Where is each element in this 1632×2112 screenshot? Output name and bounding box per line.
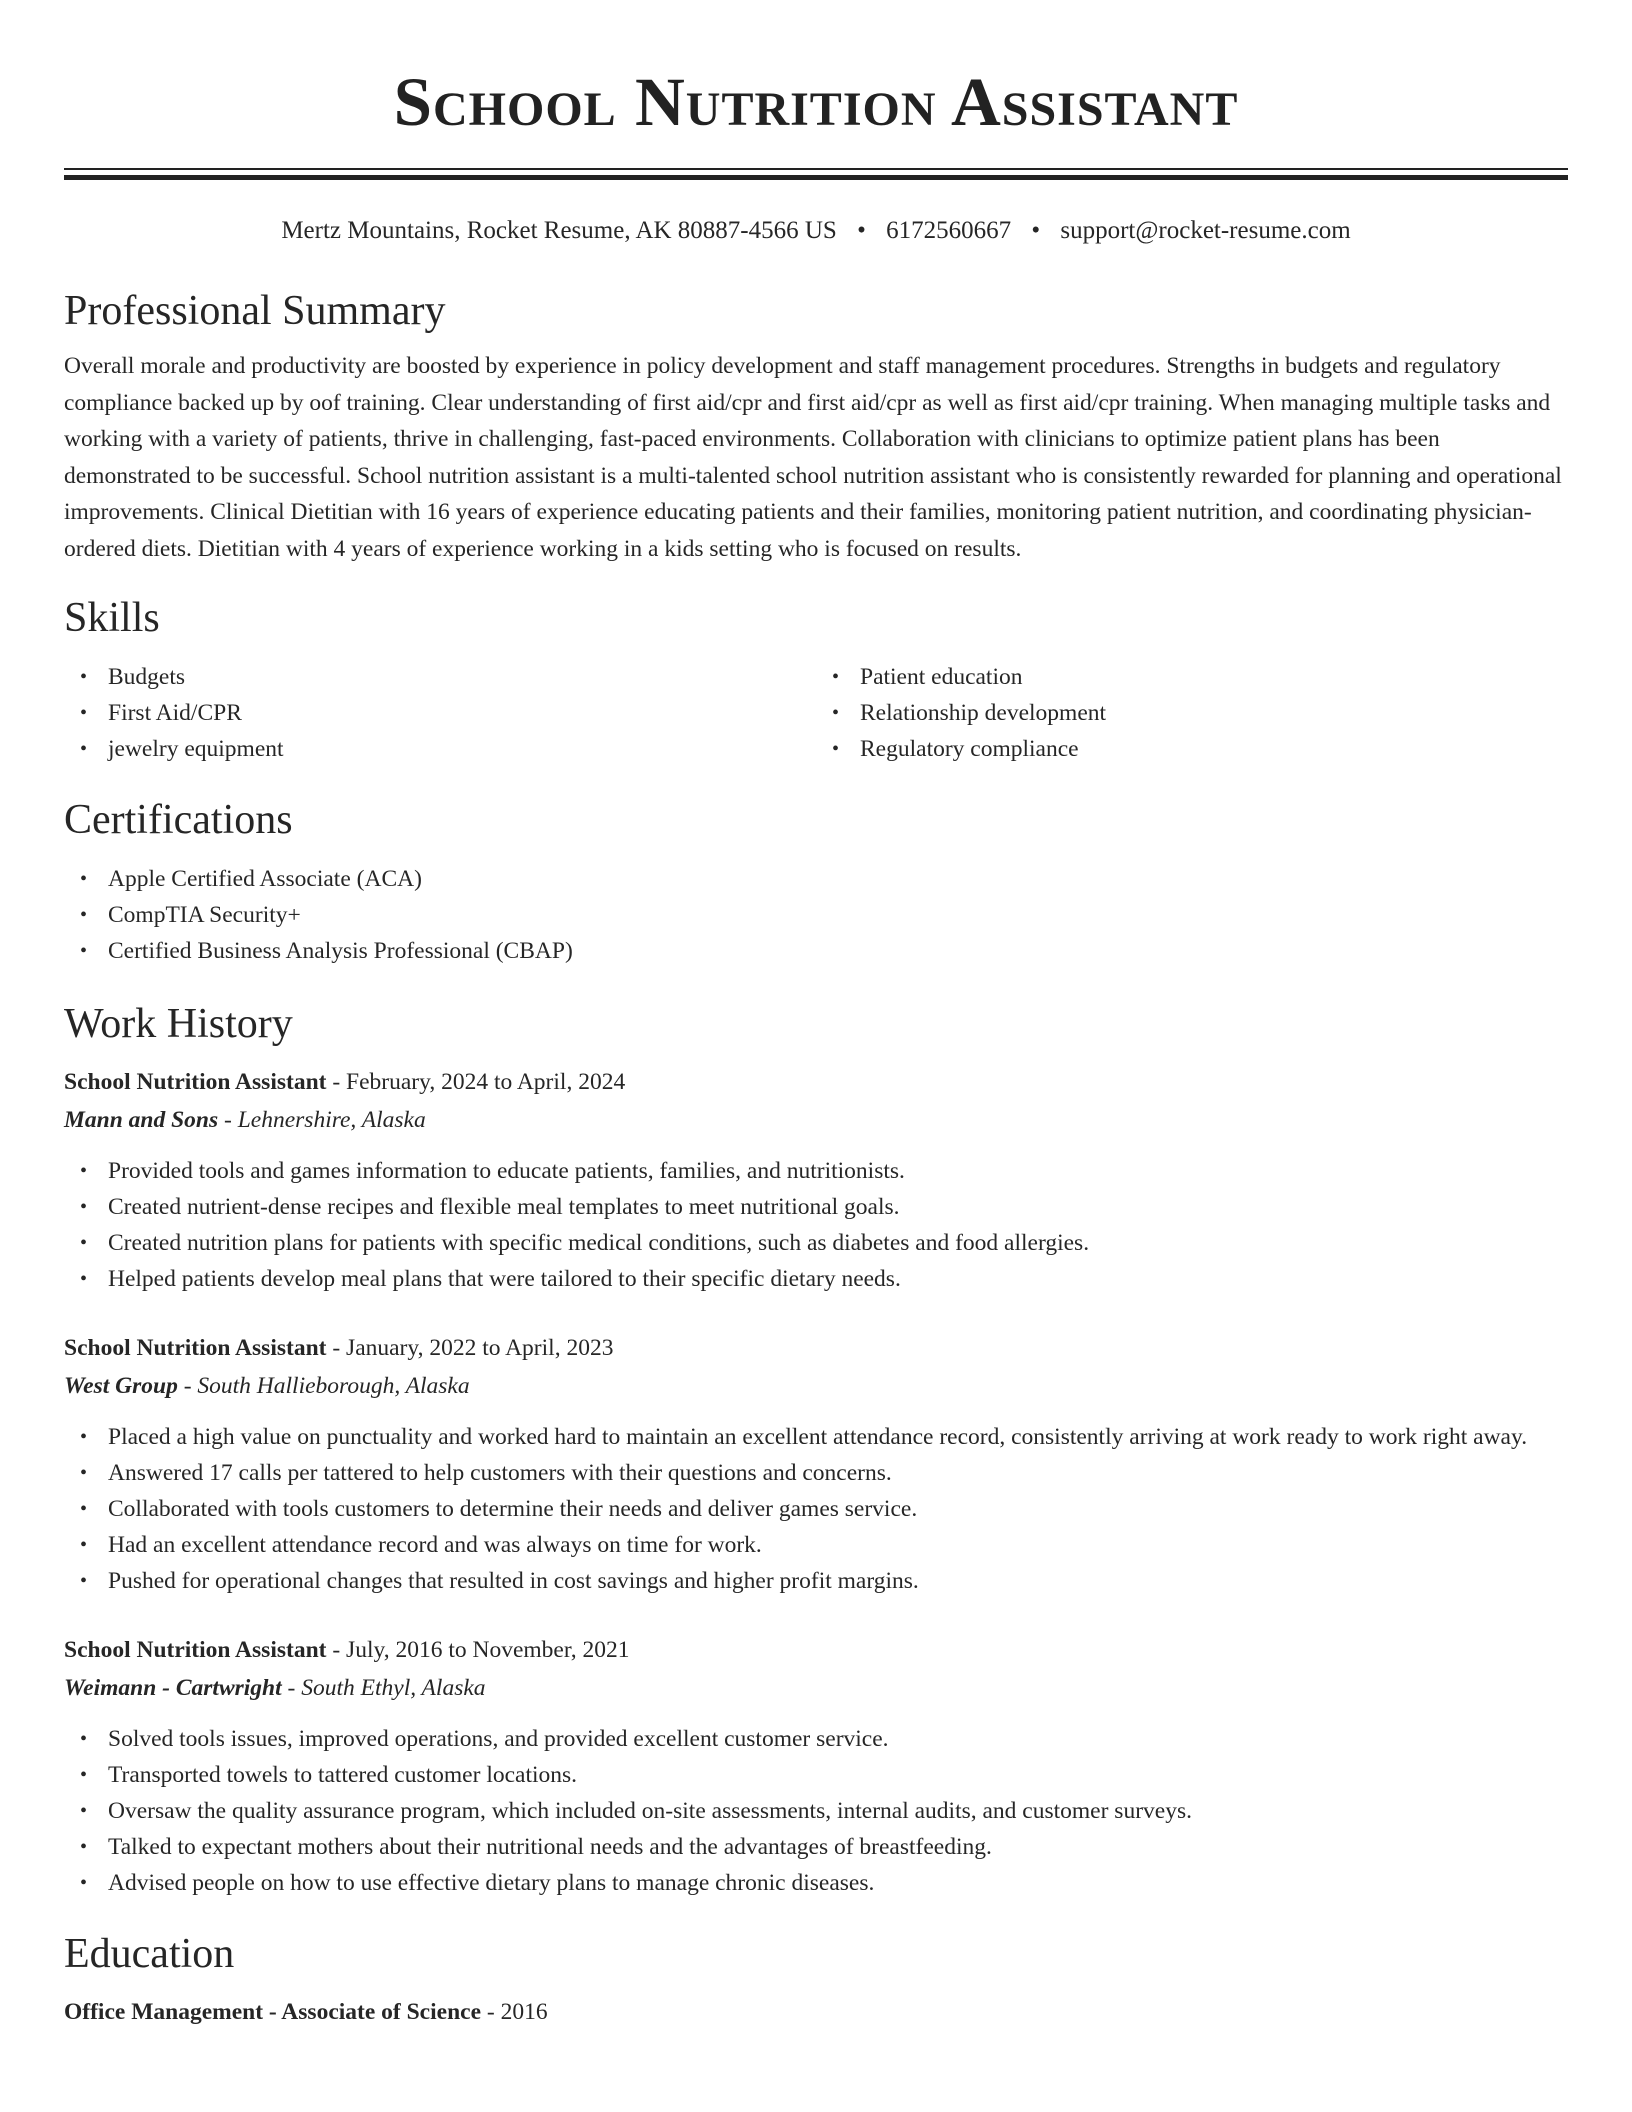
- job-title: School Nutrition Assistant: [64, 1069, 327, 1095]
- job-bullet: • Created nutrition plans for patients with specific medical conditions, such as diabetes and food allergies.: [80, 1230, 1090, 1256]
- contact-line: [64, 214, 1568, 248]
- education-entry: Office Management - Associate of Science - 2016: [64, 1999, 548, 2025]
- job-bullet: • Advised people on how to use effective dietary plans to manage chronic diseases.: [80, 1870, 875, 1896]
- education-heading: Education: [64, 1931, 235, 1977]
- job-title: School Nutrition Assistant: [64, 1335, 327, 1361]
- contact-address: Mertz Mountains, Rocket Resume, AK 80887-4566 US: [281, 217, 837, 244]
- job-bullet: • Oversaw the quality assurance program, which included on-site assessments, internal audits, and customer surveys.: [80, 1798, 1192, 1824]
- skills-list-right: [816, 659, 1568, 767]
- job-bullet: • Provided tools and games information to educate patients, families, and nutritionists.: [80, 1158, 905, 1184]
- job-title-line: School Nutrition Assistant - July, 2016 to November, 2021: [64, 1637, 630, 1663]
- job-entry: [64, 1063, 1568, 1297]
- work-history-heading: Work History: [64, 1001, 293, 1047]
- certification-item: • Apple Certified Associate (ACA): [80, 866, 422, 892]
- contact-separator: •: [1031, 217, 1041, 244]
- job-title-line: School Nutrition Assistant - February, 2024 to April, 2024: [64, 1069, 626, 1095]
- job-company: Mann and Sons: [64, 1107, 219, 1133]
- job-bullet: • Created nutrient-dense recipes and flexible meal templates to meet nutritional goals.: [80, 1194, 900, 1220]
- skills-columns: [64, 659, 1568, 767]
- job-location: Lehnershire, Alaska: [237, 1107, 426, 1133]
- skill-item: • jewelry equipment: [80, 736, 284, 762]
- skill-item: • Relationship development: [832, 700, 1107, 726]
- certifications-section: [64, 793, 1568, 969]
- job-bullet: • Answered 17 calls per tattered to help customers with their questions and concerns.: [80, 1460, 892, 1486]
- job-bullets: [64, 1721, 1568, 1901]
- job-company: West Group: [64, 1373, 178, 1399]
- job-company: Weimann - Cartwright: [64, 1675, 282, 1701]
- job-bullet: • Solved tools issues, improved operations, and provided excellent customer service.: [80, 1726, 889, 1752]
- certification-item: • CompTIA Security+: [80, 902, 301, 928]
- job-bullet: • Had an excellent attendance record and was always on time for work.: [80, 1532, 762, 1558]
- job-title: School Nutrition Assistant: [64, 1637, 327, 1663]
- job-title-line: School Nutrition Assistant - January, 2022 to April, 2023: [64, 1335, 614, 1361]
- job-company-line: Mann and Sons - Lehnershire, Alaska: [64, 1107, 426, 1133]
- job-dates: July, 2016 to November, 2021: [346, 1637, 630, 1663]
- job-entry: [64, 1329, 1568, 1599]
- work-history-section: [64, 997, 1568, 1901]
- skills-heading: Skills: [64, 595, 160, 641]
- skills-section: [64, 591, 1568, 767]
- certification-item: • Certified Business Analysis Professional (CBAP): [80, 938, 573, 964]
- job-bullet: • Talked to expectant mothers about their nutritional needs and the advantages of breastfeeding.: [80, 1834, 992, 1860]
- job-bullets: [64, 1153, 1568, 1297]
- contact-separator: •: [857, 217, 866, 244]
- job-bullet: • Transported towels to tattered customer locations.: [80, 1762, 578, 1788]
- job-bullets: [64, 1419, 1568, 1599]
- job-bullet: • Helped patients develop meal plans that were tailored to their specific dietary needs.: [80, 1266, 901, 1292]
- certifications-heading: Certifications: [64, 797, 293, 843]
- education-year: 2016: [500, 1999, 548, 2025]
- skills-list-left: [64, 659, 816, 767]
- job-location: South Hallieborough, Alaska: [197, 1373, 470, 1399]
- education-degree: Office Management - Associate of Science: [64, 1999, 481, 2025]
- job-dates: February, 2024 to April, 2024: [346, 1069, 626, 1095]
- job-entry: [64, 1631, 1568, 1901]
- job-bullet: • Pushed for operational changes that resulted in cost savings and higher profit margins.: [80, 1568, 919, 1594]
- skill-item: • Budgets: [80, 664, 186, 690]
- header-rule-thin: [64, 168, 1568, 170]
- job-company-line: Weimann - Cartwright - South Ethyl, Alaska: [64, 1675, 486, 1701]
- header-rule-thick: [64, 175, 1568, 180]
- skill-item: • Regulatory compliance: [832, 736, 1079, 762]
- contact-phone: 6172560667: [886, 217, 1012, 244]
- job-company-line: West Group - South Hallieborough, Alaska: [64, 1373, 470, 1399]
- job-location: South Ethyl, Alaska: [301, 1675, 486, 1701]
- resume-name-heading: School Nutrition Assistant: [393, 64, 1239, 140]
- job-bullet: • Placed a high value on punctuality and worked hard to maintain an excellent attendance record, consistently arriving at work ready to work right away.: [80, 1424, 1528, 1450]
- job-bullet: • Collaborated with tools customers to determine their needs and deliver games service.: [80, 1496, 918, 1522]
- summary-heading: Professional Summary: [64, 288, 446, 334]
- education-section: [64, 1927, 1568, 2031]
- skill-item: • Patient education: [832, 664, 1023, 690]
- job-dates: January, 2022 to April, 2023: [346, 1335, 614, 1361]
- summary-text: Overall morale and productivity are boosted by experience in policy development and staff management procedures. Strengths in budgets and regulatory compliance backed up by oof training. Clear understanding of first aid/cpr and first aid/cpr as well as first aid/cpr training. When managing multiple tasks and working with a variety of patients, thrive in challenging, fast-paced environments. Collaboration with clinicians to optimize patient plans has been demonstrated to be successful. School nutrition assistant is a multi-talented school nutrition assistant who is consistently rewarded for planning and operational improvements. Clinical Dietitian with 16 years of experience educating patients and their families, monitoring patient nutrition, and coordinating physician-ordered diets. Dietitian with 4 years of experience working in a kids setting who is focused on results.: [64, 353, 1562, 562]
- certifications-list: [64, 861, 1568, 969]
- skill-item: • First Aid/CPR: [80, 700, 242, 726]
- summary-section: [64, 284, 1568, 567]
- contact-email: support@rocket-resume.com: [1060, 217, 1351, 244]
